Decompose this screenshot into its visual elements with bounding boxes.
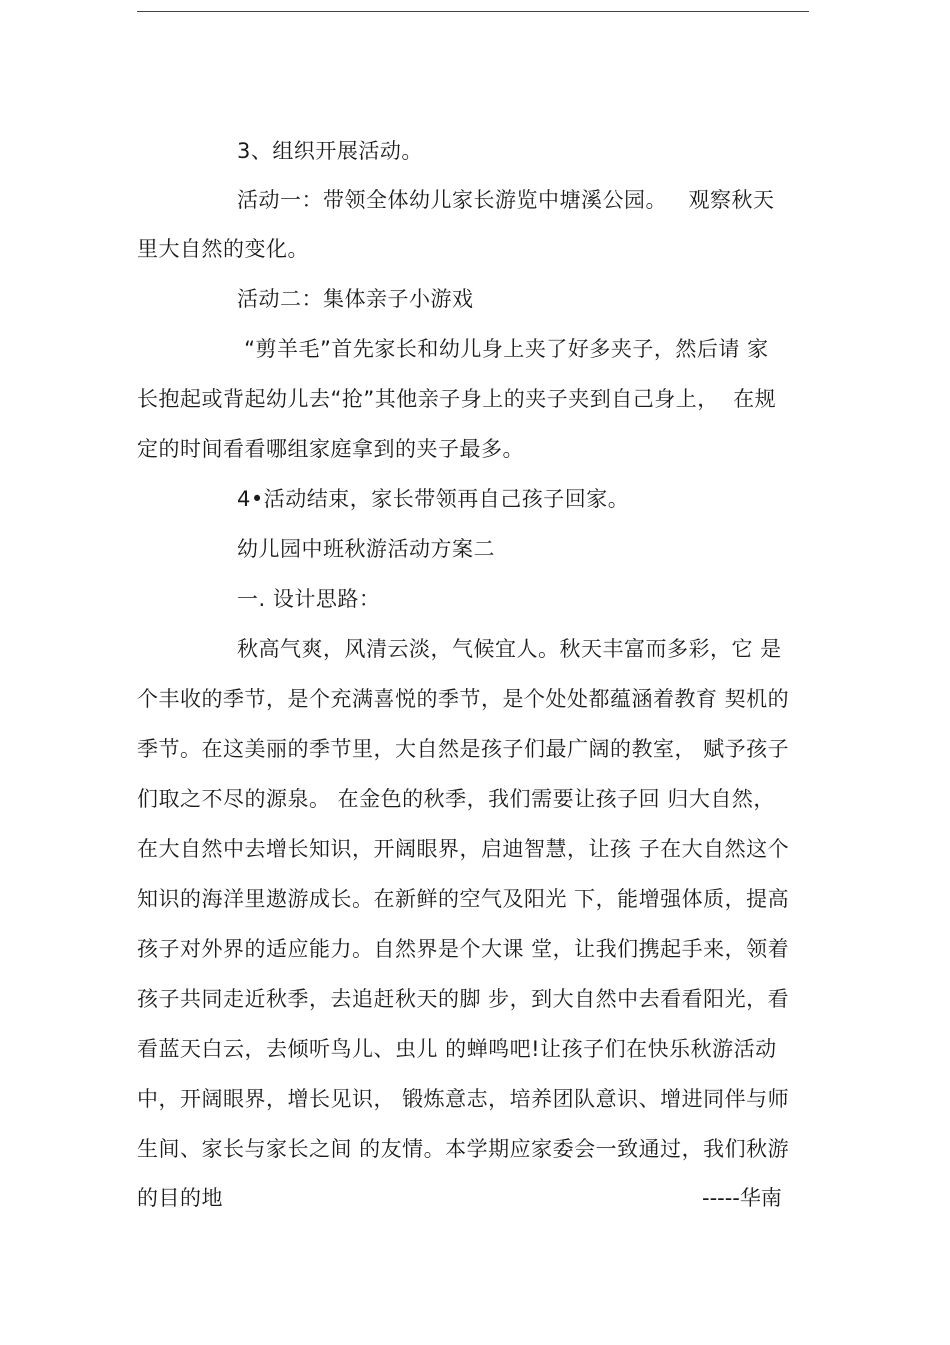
header-rule xyxy=(137,11,809,12)
design-paragraph-line-8: 孩子共同走近秋季，去追赶秋天的脚 步，到大自然中去看看阳光，看 xyxy=(137,987,790,1011)
design-paragraph-line-1: 秋高气爽，风清云淡，气候宜人。秋天丰富而多彩，它 是 xyxy=(237,637,782,661)
game-paragraph-line-1: “剪羊毛”首先家长和幼儿身上夹了好多夹子，然后请 家 xyxy=(237,337,769,361)
plan-two-title: 幼儿园中班秋游活动方案二 xyxy=(237,537,495,561)
design-paragraph-line-7: 孩子对外界的适应能力。自然界是个大课 堂，让我们携起手来，领着 xyxy=(137,937,790,961)
design-idea-heading: 一. 设计思路： xyxy=(237,587,381,611)
game-paragraph-line-2: 长抱起或背起幼儿去“抢”其他亲子身上的夹子夹到自己身上， 在规 xyxy=(137,387,777,411)
signature-text: -----华南 xyxy=(702,1186,782,1210)
activity-one-line-1: 活动一：带领全体幼儿家长游览中塘溪公园。 观察秋天 xyxy=(237,188,775,212)
section-step-3: 3、组织开展活动。 xyxy=(237,139,423,163)
design-paragraph-line-6: 知识的海洋里遨游成长。在新鲜的空气及阳光 下，能增强体质，提高 xyxy=(137,887,790,911)
design-paragraph-line-4: 们取之不尽的源泉。 在金色的秋季，我们需要让孩子回 归大自然， xyxy=(137,787,775,811)
design-paragraph-line-5: 在大自然中去增长知识，开阔眼界，启迪智慧，让孩 子在大自然这个 xyxy=(137,837,790,861)
activity-two-title: 活动二：集体亲子小游戏 xyxy=(237,287,474,311)
design-paragraph-line-10: 中，开阔眼界，增长见识， 锻炼意志，培养团队意识、增进同伴与师 xyxy=(137,1087,790,1111)
design-paragraph-line-12: 的目的地 xyxy=(137,1186,223,1210)
design-paragraph-line-11: 生间、家长与家长之间 的友情。本学期应家委会一致通过，我们秋游 xyxy=(137,1137,790,1161)
section-step-4: 4•活动结束，家长带领再自己孩子回家。 xyxy=(237,487,630,511)
activity-one-line-2: 里大自然的变化。 xyxy=(137,237,309,261)
design-paragraph-line-3: 季节。在这美丽的季节里，大自然是孩子们最广阔的教室， 赋予孩子 xyxy=(137,737,790,761)
game-paragraph-line-3: 定的时间看看哪组家庭拿到的夹子最多。 xyxy=(137,437,524,461)
design-paragraph-line-9: 看蓝天白云，去倾听鸟儿、虫儿 的蝉鸣吧!让孩子们在快乐秋游活动 xyxy=(137,1037,777,1061)
design-paragraph-line-2: 个丰收的季节，是个充满喜悦的季节，是个处处都蕴涵着教育 契机的 xyxy=(137,687,790,711)
